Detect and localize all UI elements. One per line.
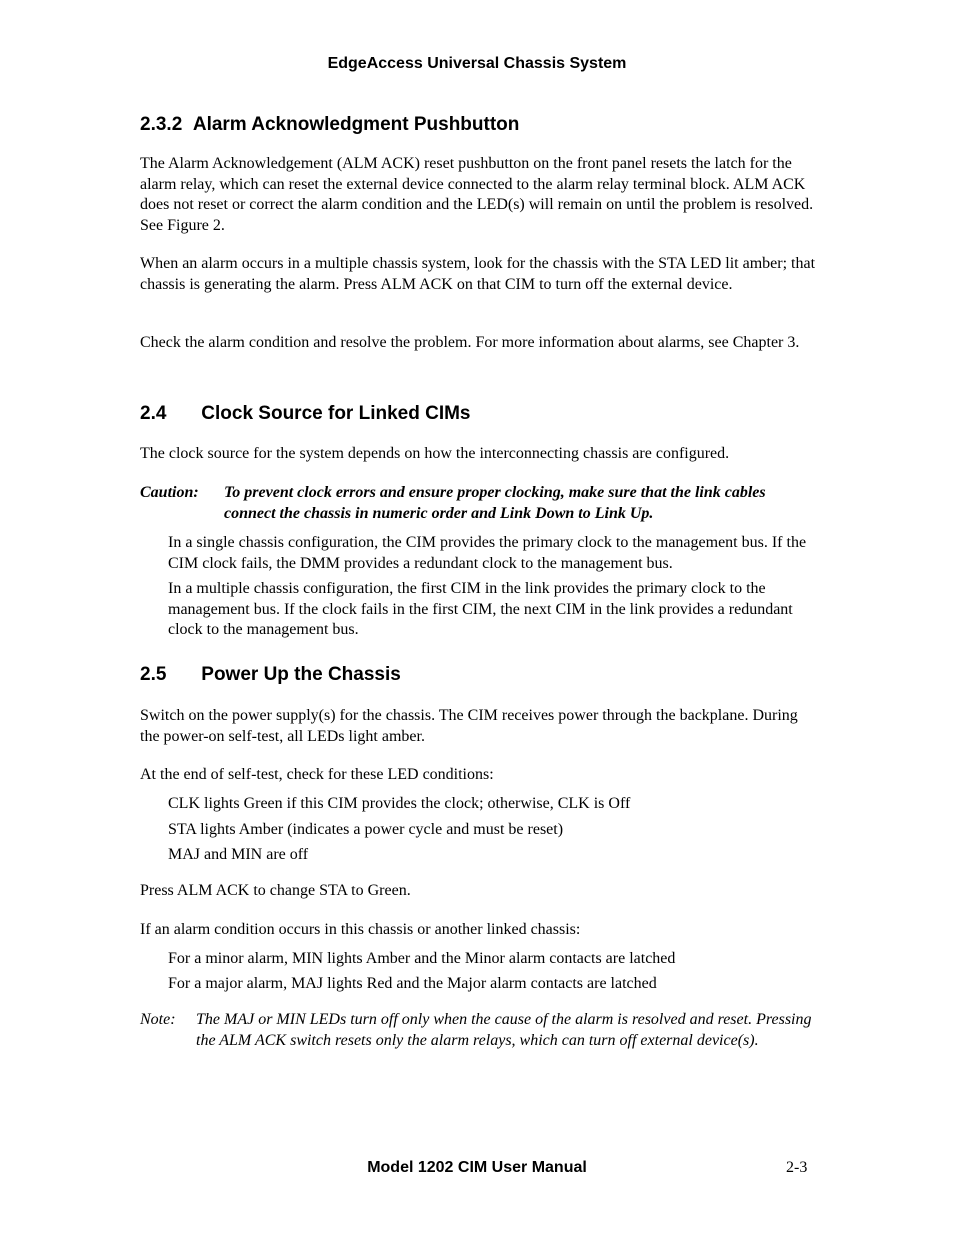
- caution-label: Caution:: [140, 484, 199, 501]
- paragraph: When an alarm occurs in a multiple chassis system, look for the chassis with the STA LED lit amber; that chassis is generating the alarm. Press ALM ACK on that CIM to turn off the external device.: [140, 255, 816, 293]
- section-heading-2-4: [140, 403, 471, 425]
- footer-title: Model 1202 CIM User Manual: [367, 1159, 587, 1176]
- section-title: Alarm Acknowledgment Pushbutton: [192, 114, 520, 135]
- list-item: STA lights Amber (indicates a power cycle and must be reset): [168, 821, 564, 838]
- paragraph: The Alarm Acknowledgement (ALM ACK) reset pushbutton on the front panel resets the latch for the alarm relay, which can reset the external device connected to the alarm relay terminal block. ALM ACK does not reset or correct the alarm condition and the LED(s) will remain on until the problem is resolved. See Figure 2.: [140, 155, 814, 234]
- paragraph: At the end of self-test, check for these LED conditions:: [140, 766, 494, 783]
- list-item: For a minor alarm, MIN lights Amber and the Minor alarm contacts are latched: [168, 950, 676, 967]
- caution-callout: [140, 483, 820, 524]
- section-number: 2.3.2: [140, 114, 183, 135]
- section-title: Power Up the Chassis: [201, 664, 401, 685]
- list-item: In a multiple chassis configuration, the first CIM in the link provides the primary clock to the management bus. If the clock fails in the first CIM, the next CIM in the link provides a redundant clock to the management bus.: [168, 580, 793, 638]
- list-item: For a major alarm, MAJ lights Red and the Major alarm contacts are latched: [168, 975, 657, 992]
- section-heading-2-3-2: [140, 114, 519, 136]
- page-number: 2-3: [786, 1159, 808, 1176]
- paragraph: Press ALM ACK to change STA to Green.: [140, 882, 411, 899]
- note-text: The MAJ or MIN LEDs turn off only when the cause of the alarm is resolved and reset. Pressing the ALM ACK switch resets only the alarm relays, which can turn off external device(s).: [196, 1011, 812, 1049]
- paragraph: If an alarm condition occurs in this chassis or another linked chassis:: [140, 921, 581, 938]
- section-heading-2-5: [140, 664, 401, 686]
- list-item: In a single chassis configuration, the CIM provides the primary clock to the management bus. If the CIM clock fails, the DMM provides a redundant clock to the management bus.: [168, 534, 807, 572]
- note-label: Note:: [140, 1011, 176, 1028]
- paragraph: The clock source for the system depends on how the interconnecting chassis are configured.: [140, 445, 730, 462]
- section-number: 2.5: [140, 664, 167, 685]
- list-item: MAJ and MIN are off: [168, 846, 309, 863]
- running-header: EdgeAccess Universal Chassis System: [327, 55, 627, 72]
- section-number: 2.4: [140, 403, 167, 424]
- note-callout: [140, 1010, 820, 1051]
- section-title: Clock Source for Linked CIMs: [201, 403, 471, 424]
- paragraph: Switch on the power supply(s) for the chassis. The CIM receives power through the backplane. During the power-on self-test, all LEDs light amber.: [140, 707, 798, 745]
- caution-text: To prevent clock errors and ensure proper clocking, make sure that the link cables connect the chassis in numeric order and Link Down to Link Up.: [224, 484, 766, 522]
- list-item: CLK lights Green if this CIM provides the clock; otherwise, CLK is Off: [168, 795, 631, 812]
- paragraph: Check the alarm condition and resolve the problem. For more information about alarms, see Chapter 3.: [140, 334, 800, 351]
